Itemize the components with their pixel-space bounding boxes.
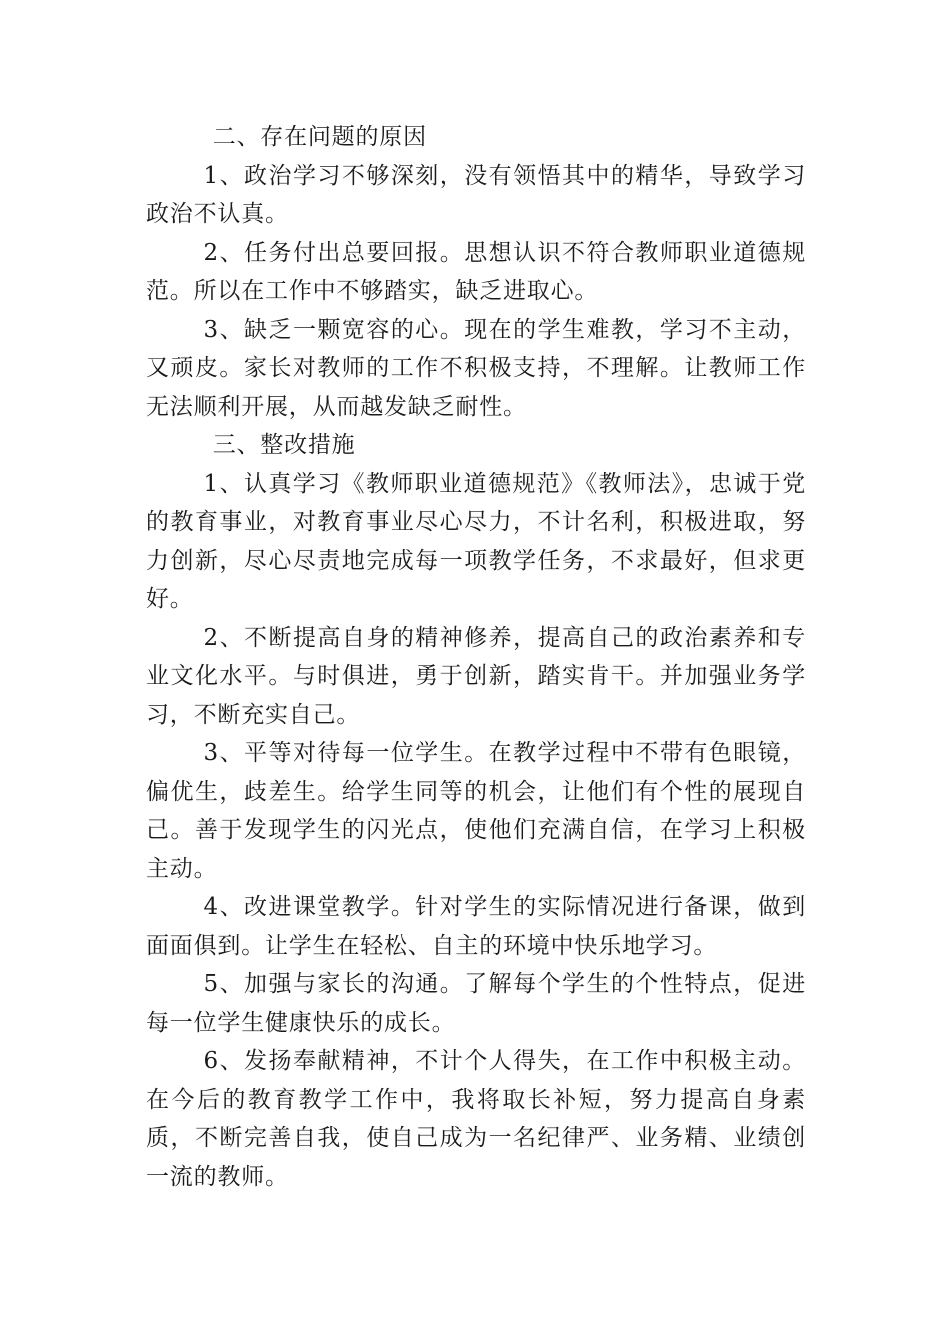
paragraph-cause-3: 3、缺乏一颗宽容的心。现在的学生难教，学习不主动，又顽皮。家长对教师的工作不积极支持，不理解。让教师工作无法顺利开展，从而越发缺乏耐性。 bbox=[146, 316, 806, 420]
paragraph-measure-1: 1、认真学习《教师职业道德规范》《教师法》，忠诚于党的教育事业，对教育事业尽心尽力，不计名利，积极进取，努力创新，尽心尽责地完成每一项教学任务，不求最好，但求更好。 bbox=[146, 470, 806, 612]
section-heading-causes: 二、存在问题的原因 bbox=[212, 124, 427, 150]
document-body bbox=[146, 118, 806, 1196]
paragraph-measure-4: 4、改进课堂教学。针对学生的实际情况进行备课，做到面面俱到。让学生在轻松、自主的环境中快乐地学习。 bbox=[146, 894, 806, 959]
paragraph-cause-2: 2、任务付出总要回报。思想认识不符合教师职业道德规范。所以在工作中不够踏实，缺乏进取心。 bbox=[146, 239, 806, 304]
paragraph-measure-3: 3、平等对待每一位学生。在教学过程中不带有色眼镜，偏优生，歧差生。给学生同等的机会，让他们有个性的展现自己。善于发现学生的闪光点，使他们充满自信，在学习上积极主动。 bbox=[146, 740, 806, 882]
paragraph-measure-2: 2、不断提高自身的精神修养，提高自己的政治素养和专业文化水平。与时俱进，勇于创新，踏实肯干。并加强业务学习，不断充实自己。 bbox=[146, 624, 806, 728]
paragraph-measure-5: 5、加强与家长的沟通。了解每个学生的个性特点，促进每一位学生健康快乐的成长。 bbox=[146, 971, 806, 1036]
paragraph-measure-6: 6、发扬奉献精神，不计个人得失，在工作中积极主动。在今后的教育教学工作中，我将取长补短，努力提高自身素质，不断完善自我，使自己成为一名纪律严、业务精、业绩创一流的教师。 bbox=[146, 1048, 806, 1190]
section-heading-measures: 三、整改措施 bbox=[212, 432, 356, 458]
paragraph-cause-1: 1、政治学习不够深刻，没有领悟其中的精华，导致学习政治不认真。 bbox=[146, 162, 806, 227]
